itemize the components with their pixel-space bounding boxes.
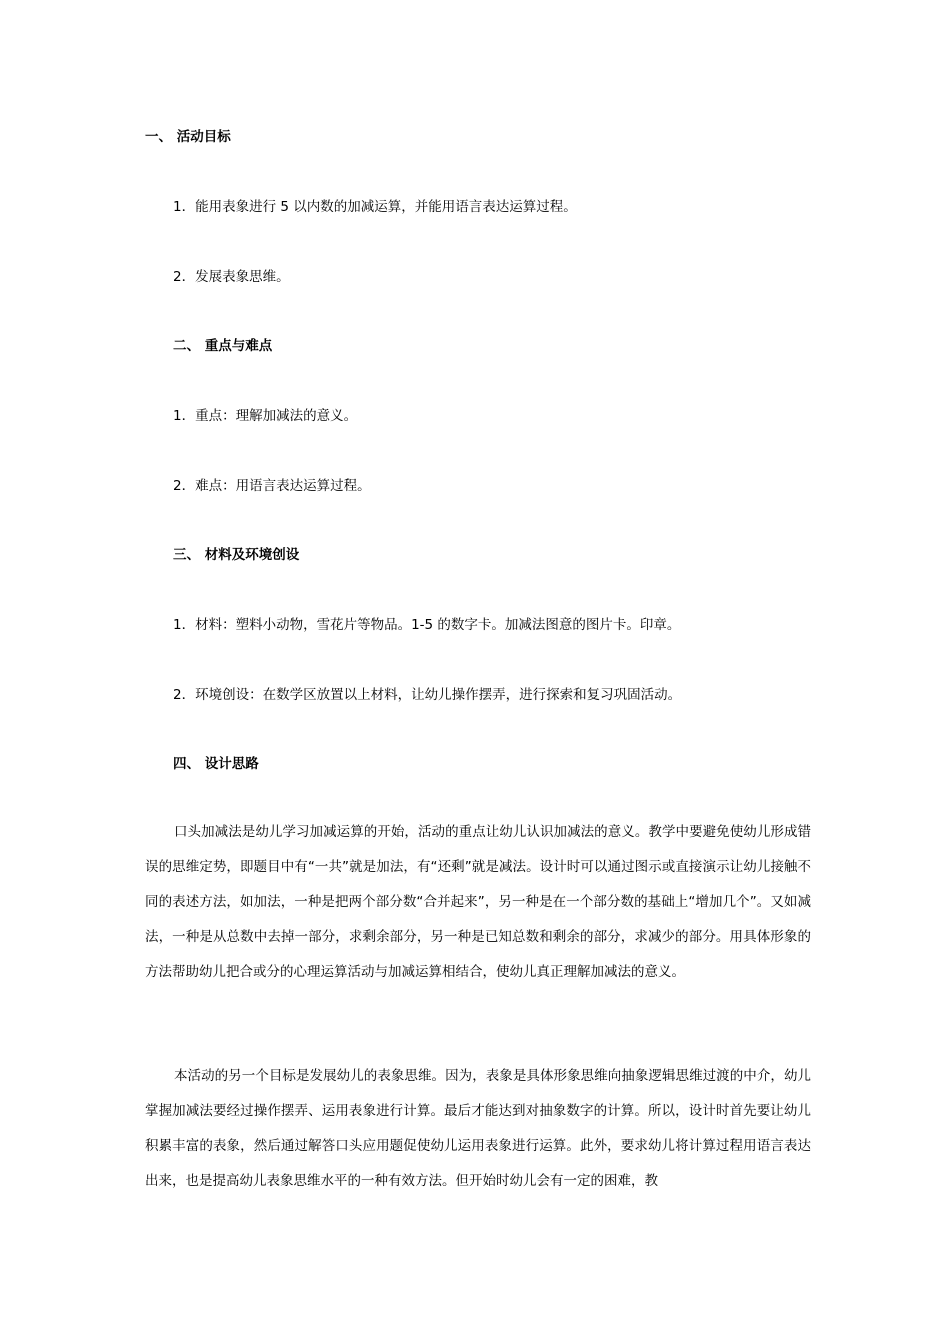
section-heading-materials: 三、 材料及环境创设 [173,547,300,563]
key-point-item-2: 2．难点：用语言表达运算过程。 [173,478,371,494]
materials-item-2: 2．环境创设：在数学区放置以上材料，让幼儿操作摆弄，进行探索和复习巩固活动。 [173,687,682,703]
section-heading-key-points: 二、 重点与难点 [173,338,273,354]
design-paragraph-1: 口头加减法是幼儿学习加减运算的开始，活动的重点让幼儿认识加减法的意义。教学中要避免使幼儿形成错误的思维定势，即题目中有“一共”就是加法，有“还剩”就是减法。设计时可以通过图示或直接演示让幼儿接触不同的表述方法，如加法，一种是把两个部分数“合并起来”，另一种是在一个部分数的基础上“增加几个”。又如减法，一种是从总数中去掉一部分，求剩余部分，另一种是已知总数和剩余的部分，求减少的部分。用具体形象的方法帮助幼儿把合或分的心理运算活动与加减运算相结合，使幼儿真正理解加减法的意义。 [145,824,811,980]
goal-item-1: 1．能用表象进行 5 以内数的加减运算，并能用语言表达运算过程。 [173,199,577,215]
section-heading-goals: 一、 活动目标 [145,129,231,145]
key-point-item-1: 1．重点：理解加减法的意义。 [173,408,358,424]
section-heading-design: 四、 设计思路 [173,756,259,772]
goal-item-2: 2．发展表象思维。 [173,269,290,285]
design-paragraph-2: 本活动的另一个目标是发展幼儿的表象思维。因为，表象是具体形象思维向抽象逻辑思维过渡的中介，幼儿掌握加减法要经过操作摆弄、运用表象进行计算。最后才能达到对抽象数字的计算。所以，设计时首先要让幼儿积累丰富的表象，然后通过解答口头应用题促使幼儿运用表象进行运算。此外，要求幼儿将计算过程用语言表达出来，也是提高幼儿表象思维水平的一种有效方法。但开始时幼儿会有一定的困难，教 [145,1068,811,1189]
materials-item-1: 1．材料：塑料小动物，雪花片等物品。1-5 的数字卡。加减法图意的图片卡。印章。 [173,617,681,633]
